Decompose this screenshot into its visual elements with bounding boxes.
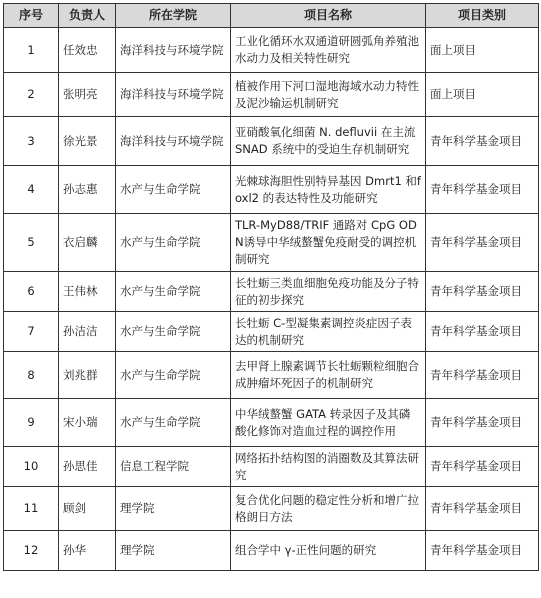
cell-project-name: 长牡蛎 C-型凝集素调控炎症因子表达的机制研究 [231,312,426,352]
project-table [3,3,539,571]
cell-project-name: 长牡蛎三类血细胞免疫功能及分子特征的初步探究 [231,272,426,312]
table-row [4,399,539,447]
cell-person: 王伟林 [59,272,116,312]
cell-index: 8 [4,352,59,399]
cell-person: 孙华 [59,531,116,571]
cell-index: 1 [4,28,59,73]
table-row [4,487,539,531]
cell-index: 10 [4,447,59,487]
cell-person: 衣启麟 [59,214,116,272]
header-project-type: 项目类别 [426,4,539,28]
cell-person: 任效忠 [59,28,116,73]
cell-college: 水产与生命学院 [116,166,231,214]
cell-project-name: 植被作用下河口湿地海域水动力特性及泥沙输运机制研究 [231,73,426,117]
cell-project-type: 青年科学基金项目 [426,312,539,352]
cell-person: 顾剑 [59,487,116,531]
cell-college: 信息工程学院 [116,447,231,487]
cell-college: 水产与生命学院 [116,352,231,399]
cell-index: 3 [4,117,59,166]
cell-college: 理学院 [116,531,231,571]
cell-project-name: 网络拓扑结构图的消圈数及其算法研究 [231,447,426,487]
cell-college: 海洋科技与环境学院 [116,28,231,73]
header-person: 负责人 [59,4,116,28]
header-project-name: 项目名称 [231,4,426,28]
cell-project-type: 面上项目 [426,73,539,117]
table-row [4,73,539,117]
cell-person: 张明亮 [59,73,116,117]
cell-college: 水产与生命学院 [116,272,231,312]
cell-index: 5 [4,214,59,272]
cell-project-name: 工业化循环水双通道研圆弧角养殖池水动力及相关特性研究 [231,28,426,73]
cell-project-type: 青年科学基金项目 [426,117,539,166]
cell-project-type: 青年科学基金项目 [426,272,539,312]
cell-project-type: 面上项目 [426,28,539,73]
cell-person: 刘兆群 [59,352,116,399]
table-row [4,352,539,399]
cell-college: 海洋科技与环境学院 [116,117,231,166]
cell-college: 水产与生命学院 [116,214,231,272]
header-index: 序号 [4,4,59,28]
cell-project-name: 组合学中 γ-正性问题的研究 [231,531,426,571]
table-header [4,4,539,28]
cell-college: 理学院 [116,487,231,531]
cell-project-name: TLR-MyD88/TRIF 通路对 CpG ODN诱导中华绒螯蟹免疫耐受的调控机制研究 [231,214,426,272]
cell-project-type: 青年科学基金项目 [426,166,539,214]
cell-project-name: 去甲肾上腺素调节长牡蛎颗粒细胞合成肿瘤坏死因子的机制研究 [231,352,426,399]
cell-project-type: 青年科学基金项目 [426,447,539,487]
table-row [4,117,539,166]
cell-index: 6 [4,272,59,312]
header-row [4,4,539,28]
cell-project-type: 青年科学基金项目 [426,399,539,447]
cell-college: 水产与生命学院 [116,312,231,352]
table-row [4,447,539,487]
cell-index: 4 [4,166,59,214]
cell-index: 7 [4,312,59,352]
cell-person: 孙洁洁 [59,312,116,352]
cell-index: 2 [4,73,59,117]
cell-index: 9 [4,399,59,447]
cell-project-type: 青年科学基金项目 [426,352,539,399]
cell-person: 徐光景 [59,117,116,166]
cell-project-name: 光棘球海胆性别特异基因 Dmrt1 和foxl2 的表达特性及功能研究 [231,166,426,214]
cell-index: 12 [4,531,59,571]
cell-project-type: 青年科学基金项目 [426,487,539,531]
table-row [4,28,539,73]
cell-project-type: 青年科学基金项目 [426,214,539,272]
cell-person: 宋小瑞 [59,399,116,447]
cell-project-type: 青年科学基金项目 [426,531,539,571]
cell-project-name: 中华绒螯蟹 GATA 转录因子及其磷酸化修饰对造血过程的调控作用 [231,399,426,447]
cell-person: 孙志惠 [59,166,116,214]
cell-college: 水产与生命学院 [116,399,231,447]
cell-college: 海洋科技与环境学院 [116,73,231,117]
cell-project-name: 复合优化问题的稳定性分析和增广拉格朗日方法 [231,487,426,531]
cell-project-name: 亚硝酸氧化细菌 N. defluvii 在主流SNAD 系统中的受迫生存机制研究 [231,117,426,166]
table-row [4,272,539,312]
table-row [4,166,539,214]
cell-person: 孙思佳 [59,447,116,487]
cell-index: 11 [4,487,59,531]
table-row [4,531,539,571]
table-row [4,312,539,352]
header-college: 所在学院 [116,4,231,28]
table-body [4,28,539,571]
table-row [4,214,539,272]
